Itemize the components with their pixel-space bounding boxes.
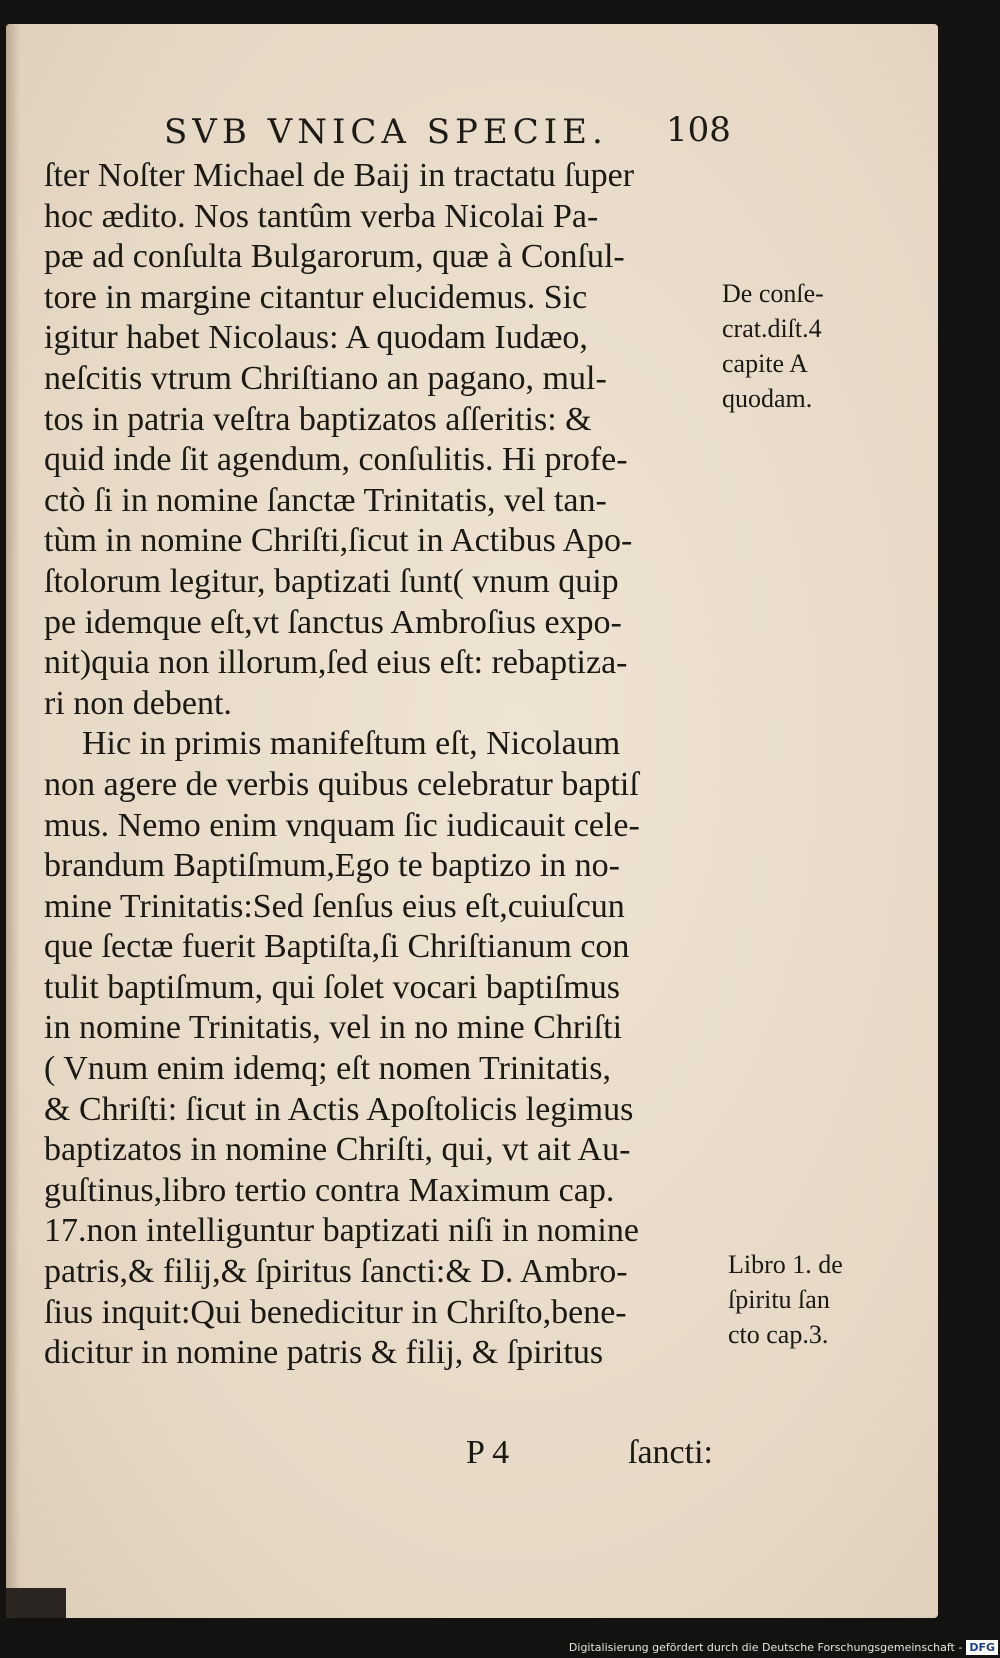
margin-note-line: cto cap.3.	[728, 1320, 829, 1349]
binding-edge	[6, 1588, 66, 1618]
text-line: ſtolorum legitur, baptizati ſunt( vnum quip	[44, 562, 619, 600]
text-line: tos in patria veſtra baptizatos aſſeritis: &	[44, 400, 592, 438]
text-line: que ſectæ fuerit Baptiſta,ſi Chriſtianum con	[44, 928, 630, 966]
text-line: quid inde ſit agendum, conſulitis. Hi profe-	[44, 441, 628, 479]
text-line: mus. Nemo enim vnquam ſic iudicauit cele-	[44, 806, 640, 844]
margin-note-libro-de-spiritu	[728, 1247, 843, 1352]
margin-note-line: De conſe-	[722, 279, 824, 308]
text-line: in nomine Trinitatis, vel in no mine Chriſti	[44, 1009, 623, 1047]
text-line: Hic in primis manifeſtum eſt, Nicolaum	[82, 725, 621, 763]
text-line: brandum Baptiſmum,Ego te baptizo in no-	[44, 847, 621, 885]
text-line: ri non debent.	[44, 684, 232, 722]
text-line: tulit baptiſmum, qui ſolet vocari baptiſmus	[44, 968, 621, 1006]
book-page	[6, 24, 938, 1618]
signature-mark: P 4	[466, 1434, 510, 1471]
footer-credit	[569, 1638, 998, 1656]
text-line: ſius inquit:Qui benedicitur in Chriſto,bene-	[44, 1293, 627, 1331]
text-line: pe idemque eſt,vt ſanctus Ambroſius expo-	[44, 603, 622, 641]
margin-note-line: capite A	[722, 349, 808, 378]
page-number: 108	[666, 110, 731, 150]
footer-credit-text: Digitalisierung gefördert durch die Deutsche Forschungsgemeinschaft -	[568, 1640, 963, 1654]
text-line: neſcitis vtrum Chriſtiano an pagano, mul-	[44, 359, 607, 397]
body-text	[44, 156, 724, 1374]
margin-note-line: quodam.	[722, 384, 813, 413]
dfg-logo-icon: DFG	[966, 1640, 998, 1655]
margin-note-line: crat.diſt.4	[722, 314, 822, 343]
text-line: ( Vnum enim idemq; eſt nomen Trinitatis,	[44, 1050, 611, 1088]
text-line: non agere de verbis quibus celebratur baptiſ	[44, 765, 639, 803]
text-line: 17.non intelliguntur baptizati niſi in nomine	[44, 1212, 639, 1250]
text-line: guſtinus,libro tertio contra Maximum cap.	[44, 1171, 615, 1209]
text-line: ſter Noſter Michael de Baij in tractatu ſuper	[44, 157, 635, 194]
text-line: baptizatos in nomine Chriſti, qui, vt ait Au-	[44, 1131, 631, 1169]
text-line: igitur habet Nicolaus: A quodam Iudæo,	[44, 319, 588, 357]
running-head: SVB VNICA SPECIE.	[164, 112, 608, 152]
margin-note-line: Libro 1. de	[728, 1250, 843, 1279]
page-gutter-shadow	[6, 24, 20, 1618]
text-line: tore in margine citantur elucidemus. Sic	[44, 278, 588, 316]
text-line: patris,& filij,& ſpiritus ſancti:& D. Ambro-	[44, 1253, 628, 1291]
text-line: & Chriſti: ſicut in Actis Apoſtolicis legimus	[44, 1090, 634, 1128]
text-line: pæ ad conſulta Bulgarorum, quæ à Conſul-	[44, 238, 625, 276]
text-line: tùm in nomine Chriſti,ſicut in Actibus Apo-	[44, 522, 633, 560]
margin-note-line: ſpiritu ſan	[728, 1285, 830, 1314]
text-line: hoc ædito. Nos tantûm verba Nicolai Pa-	[44, 197, 599, 235]
margin-note-de-consecrat	[722, 276, 824, 416]
text-line: dicitur in nomine patris & filij, & ſpiritus	[44, 1334, 604, 1372]
catchword: ſancti:	[628, 1434, 713, 1471]
text-line: ctò ſi in nomine ſanctæ Trinitatis, vel tan-	[44, 481, 607, 519]
text-line: nit)quia non illorum,ſed eius eſt: rebaptiza-	[44, 644, 628, 682]
text-line: mine Trinitatis:Sed ſenſus eius eſt,cuiuſcun	[44, 887, 625, 925]
